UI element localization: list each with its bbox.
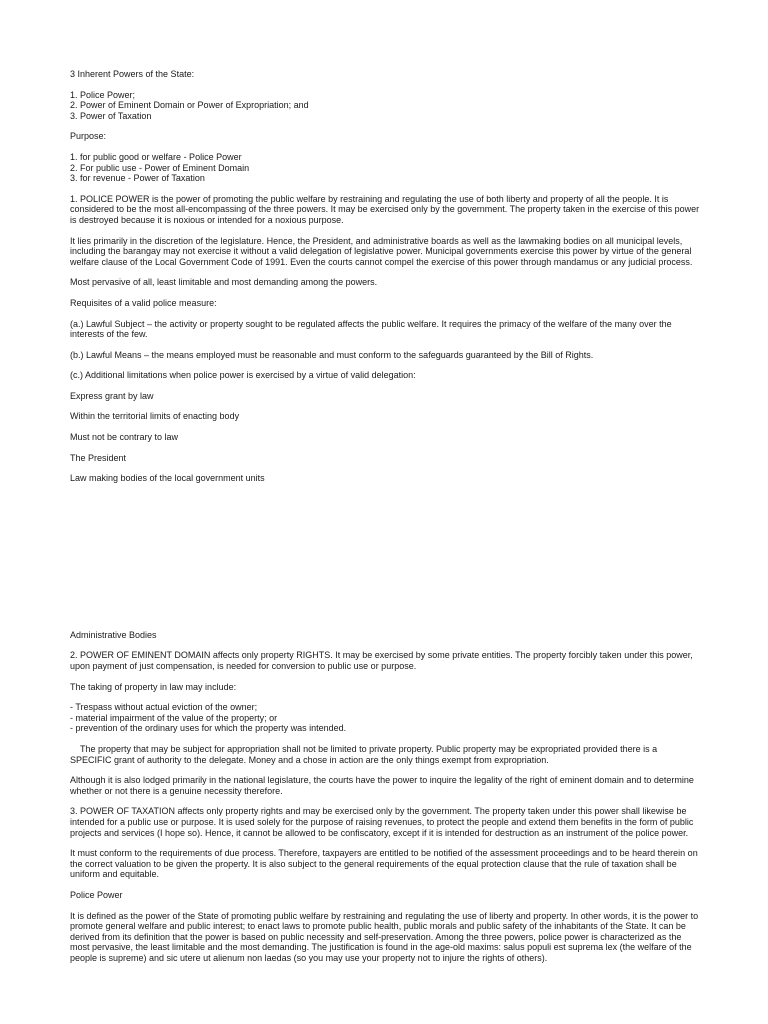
police-power-heading: Police Power xyxy=(70,889,123,900)
police-power-paragraph: 1. POLICE POWER is the power of promoting the public welfare by restraining and regulating the use of both liberty and property of all the people. It is considered to be the most all-encompassing of the three powers. It may be exercised only by the government. The property taken in the exercise of this power is destroyed because it is noxious or intended for a noxious purpose. xyxy=(70,193,700,225)
due-process-paragraph: It must conform to the requirements of due process. Therefore, taxpayers are entitled to be notified of the assessment proceedings and to be heard therein on the correct valuation to be given the property. It is also subject to the general requirements of the equal protection clause that the rule of taxation shall be uniform and equitable. xyxy=(70,848,698,880)
requisite-c: (c.) Additional limitations when police power is exercised by a virtue of valid delegation: xyxy=(70,370,416,381)
purpose-heading: Purpose: xyxy=(70,131,107,142)
list-item: 1. Police Power; xyxy=(70,89,136,100)
list-item: - Trespass without actual eviction of the owner; xyxy=(70,702,258,713)
powers-list xyxy=(70,90,700,122)
list-item: 1. for public good or welfare - Police Power xyxy=(70,151,242,162)
definition-paragraph: It is defined as the power of the State of promoting public welfare by restraining and regulating the use of liberty and property. In other words, it is the power to promote general welfare and public interest; to enact laws to promote public health, public morals and public safety of the inhabitants of the State. It can be derived from its definition that the power is based on public necessity and self-preservation. Among the three powers, police power is characterized as the most pervasive, the least limitable and the most demanding. The justification is found in the age-old maxims: salus populi est suprema lex (the welfare of the people is supreme) and sic utere ut alienum non laedas (so you may use your property not to injure the rights of others). xyxy=(70,910,699,963)
express-grant: Express grant by law xyxy=(70,390,154,401)
requisite-a: (a.) Lawful Subject – the activity or property sought to be regulated affects the public welfare. It requires the primacy of the welfare of the many over the interests of the few. xyxy=(70,318,672,340)
administrative-bodies: Administrative Bodies xyxy=(70,629,157,640)
list-item: 3. for revenue - Power of Taxation xyxy=(70,173,205,184)
list-item: - material impairment of the value of the property; or xyxy=(70,712,278,723)
territorial-limits: Within the territorial limits of enacting body xyxy=(70,411,240,422)
list-item: 2. For public use - Power of Eminent Domain xyxy=(70,162,250,173)
requisite-b: (b.) Lawful Means – the means employed must be reasonable and must conform to the safeguards guaranteed by the Bill of Rights. xyxy=(70,349,594,360)
list-item: 2. Power of Eminent Domain or Power of Expropriation; and xyxy=(70,100,309,111)
taking-heading: The taking of property in law may include: xyxy=(70,681,237,692)
pervasive-paragraph: Most pervasive of all, least limitable and most demanding among the powers. xyxy=(70,277,378,288)
legislature-paragraph: It lies primarily in the discretion of the legislature. Hence, the President, and administrative boards as well as the lawmaking bodies on all municipal levels, including the barangay may not exercise it without a valid delegation of legislative power. Municipal governments exercise this power by virtue of the general welfare clause of the Local Government Code of 1991. Even the courts cannot compel the exercise of this power through mandamus or any judicial process. xyxy=(70,235,693,267)
doc-heading: 3 Inherent Powers of the State: xyxy=(70,69,195,79)
purpose-list xyxy=(70,152,700,184)
not-contrary: Must not be contrary to law xyxy=(70,432,179,443)
appropriation-paragraph: The property that may be subject for appropriation shall not be limited to private property. Public property may be expropriated provided there is a SPECIFIC grant of authority to the delegate. Money and a chose in action are the only things exempt from expropriation. xyxy=(70,744,658,765)
taking-list xyxy=(70,702,700,734)
taxation-paragraph: 3. POWER OF TAXATION affects only property rights and may be exercised only by the government. The property taken under this power shall likewise be intended for a public use or purpose. It is used solely for the purpose of raising revenues, to protect the people and extend them benefits in the form of public projects and services (I hope so). Hence, it cannot be allowed to be confiscatory, except if it is intended for destruction as an instrument of the police power. xyxy=(70,806,694,838)
eminent-domain-paragraph: 2. POWER OF EMINENT DOMAIN affects only property RIGHTS. It may be exercised by some private entities. The property forcibly taken under this power, upon payment of just compensation, is needed for conversion to public use or purpose. xyxy=(70,650,693,672)
list-item: 3. Power of Taxation xyxy=(70,110,152,121)
the-president: The President xyxy=(70,452,127,463)
list-item: - prevention of the ordinary uses for which the property was intended. xyxy=(70,723,347,734)
blank-gap xyxy=(70,484,700,630)
lodged-paragraph: Although it is also lodged primarily in the national legislature, the courts have the power to inquire the legality of the right of eminent domain and to determine whether or not there is a genuine necessity therefore. xyxy=(70,775,694,796)
document-body xyxy=(70,69,700,974)
lawmaking-bodies: Law making bodies of the local government units xyxy=(70,473,265,484)
requisites-heading: Requisites of a valid police measure: xyxy=(70,297,217,308)
